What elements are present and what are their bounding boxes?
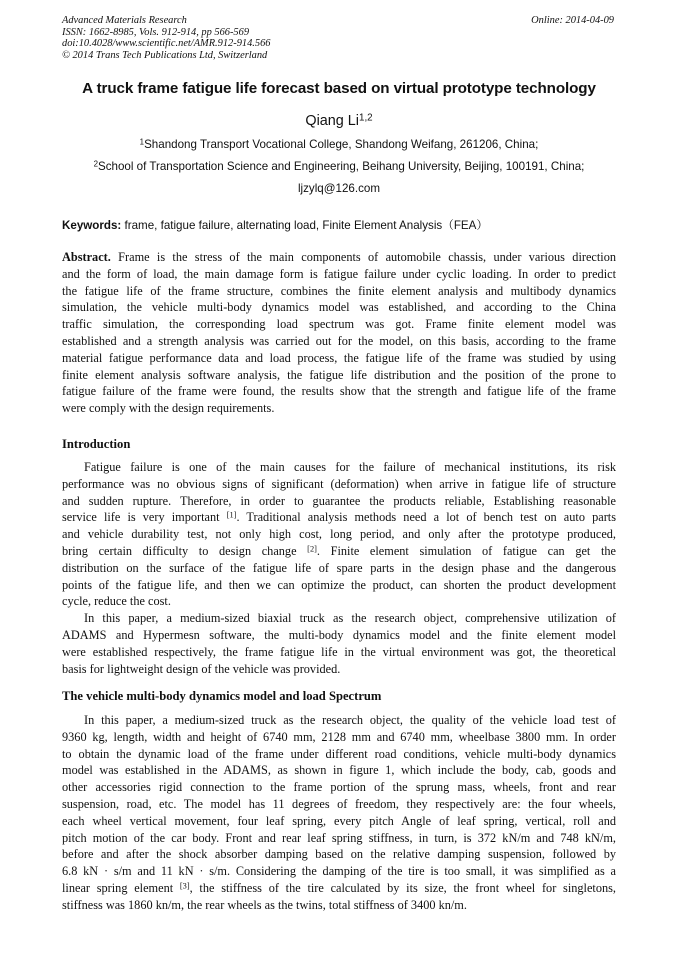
citation-ref-1[interactable]: [1] bbox=[226, 510, 237, 520]
intro-text: bring certain difficulty to design change bbox=[62, 543, 308, 558]
journal-header bbox=[62, 15, 270, 61]
abstract-line bbox=[62, 249, 616, 266]
abstract-line: were comply with the design requirements. bbox=[62, 401, 275, 416]
abstract-line: fatigue failure of the frame were found, the results show that the strength and fatigue life of the frame bbox=[62, 384, 616, 399]
intro-line: were established respectively, the frame fatigue life in the virtual environment was got, the theoretical bbox=[62, 644, 616, 659]
citation-ref-3[interactable]: [3] bbox=[179, 881, 190, 891]
affiliation-1 bbox=[0, 138, 678, 151]
affiliation-1-mark: 1 bbox=[139, 137, 145, 147]
intro-text: service life is very important bbox=[62, 510, 227, 525]
intro-line: cycle, reduce the cost. bbox=[62, 594, 171, 609]
intro-line bbox=[62, 509, 616, 526]
journal-name: Advanced Materials Research bbox=[62, 15, 187, 26]
issn: ISSN: 1662-8985, Vols. 912-914, pp 566-569 bbox=[62, 26, 250, 38]
abstract-line: the fatigue life of the frame structure, combines the finite element analysis and multibody dynamics bbox=[62, 283, 616, 298]
vehicle-text: , the stiffness of the tire calculated by its size, the front wheel for singletons, bbox=[189, 880, 616, 895]
affiliation-2-text: School of Transportation Science and Engineering, Beihang University, Beijing, 100191, China; bbox=[98, 160, 585, 173]
keywords-label: Keywords: bbox=[62, 219, 122, 232]
vehicle-line: 6.8 kN · s/m and 11 kN · s/m. Considering the damping of the tire is too small, it was simplified as a bbox=[62, 864, 616, 879]
copyright: © 2014 Trans Tech Publications Ltd, Switzerland bbox=[62, 49, 268, 61]
abstract bbox=[62, 249, 616, 417]
vehicle-line: 9360 kg, length, width and height of 6740 mm, 2128 mm and 6740 mm, wheelbase 3800 mm. In order bbox=[62, 729, 616, 744]
vehicle-line: before and after the shock absorber damping based on the relative damping suspension, followed by bbox=[62, 847, 616, 862]
abstract-label: Abstract. bbox=[62, 250, 111, 264]
intro-text: . Finite element simulation of fatigue can get the bbox=[316, 543, 616, 558]
intro-line: and sudden rupture. Therefore, in order to guarantee the products reliable, Establishing reasonable bbox=[62, 493, 616, 508]
online-date: Online: 2014-04-09 bbox=[531, 15, 614, 26]
vehicle-line: model was established in the ADAMS, as shown in figure 1, which include the body, cab, goods and bbox=[62, 763, 616, 778]
affiliation-2 bbox=[0, 160, 678, 173]
vehicle-section-body bbox=[62, 712, 616, 914]
intro-line: performance was no obvious signs of significant (deformation) when arrive in fatigue life of structure bbox=[62, 476, 616, 491]
doi[interactable]: doi:10.4028/www.scientific.net/AMR.912-914.566 bbox=[62, 38, 271, 50]
vehicle-line: each wheel vertical movement, four leaf spring, every pitch Angle of leaf spring, vertical, roll and bbox=[62, 813, 616, 828]
vehicle-section-heading: The vehicle multi-body dynamics model and load Spectrum bbox=[62, 689, 382, 703]
citation-ref-2[interactable]: [2] bbox=[307, 544, 317, 554]
affiliation-2-mark: 2 bbox=[93, 159, 98, 169]
intro-line: points of the fatigue life, and then we can optimize the product, can shorten the product development bbox=[62, 577, 616, 592]
paper-title: A truck frame fatigue life forecast based on virtual prototype technology bbox=[82, 80, 596, 97]
intro-line: and vehicle durability test, not only high cost, long period, and only after the prototype produced, bbox=[62, 527, 616, 542]
introduction-heading: Introduction bbox=[62, 437, 131, 451]
introduction-body bbox=[62, 459, 616, 677]
vehicle-line: In this paper, a medium-sized truck as the research object, the quality of the vehicle load test of bbox=[84, 713, 616, 727]
vehicle-text: linear spring element bbox=[62, 880, 180, 895]
intro-line: In this paper, a medium-sized biaxial truck as the research object, comprehensive utilization of bbox=[84, 611, 616, 626]
abstract-line: material fatigue performance data and load process, the fatigue life of the frame was studied by using bbox=[62, 350, 616, 365]
intro-line: distribution on the surface of the fatigue life of spare parts in the design phase and the dangerous bbox=[62, 560, 616, 575]
author-name: Qiang Li bbox=[305, 113, 359, 129]
intro-text: . Traditional analysis methods need a lot of bench test on auto parts bbox=[236, 510, 616, 525]
abstract-line: finite element analysis software analysis, the fatigue life distribution and the position of the prone to bbox=[62, 367, 616, 382]
author bbox=[0, 113, 678, 129]
author-affiliation-marks: 1,2 bbox=[359, 112, 373, 124]
intro-line: basis for lightweight design of the vehicle was provided. bbox=[62, 661, 341, 676]
author-email[interactable]: ljzylq@126.com bbox=[297, 182, 380, 195]
abstract-line: and the form of load, the main damage form is fatigue failure under cyclic loading. In order to predict bbox=[62, 266, 616, 281]
abstract-line: established and a strength analysis was carried out for the model, on this basis, according to the frame bbox=[62, 333, 616, 348]
keywords-text: frame, fatigue failure, alternating load, Finite Element Analysis（FEA） bbox=[124, 219, 488, 232]
vehicle-line: other accessories rigid connection to the frame portion of the sprung mass, wheels, front and rear bbox=[62, 780, 616, 795]
intro-line: Fatigue failure is one of the main causes for the failure of mechanical institutions, its risk bbox=[84, 460, 616, 474]
vehicle-line: pitch motion of the car body. Front and rear leaf spring stiffness, in turn, is 372 kN/m and 748 kN/m, bbox=[62, 830, 616, 845]
intro-line bbox=[62, 543, 616, 560]
intro-line: ADAMS and Hypermesn software, the multi-body dynamics model and the finite element model bbox=[62, 627, 616, 642]
abstract-text: Frame is the stress of the main components of automobile chassis, under various direction bbox=[118, 250, 616, 264]
vehicle-line: to obtain the dynamic load of the frame under different road conditions, vehicle multi-body dynamics bbox=[62, 746, 616, 761]
vehicle-line bbox=[62, 880, 616, 897]
keywords bbox=[62, 217, 488, 233]
vehicle-line: stiffness was 1860 kn/m, the rear wheels as the twins, total stiffness of 3400 kn/m. bbox=[62, 897, 467, 912]
abstract-line: simulation, the vehicle multi-body dynamics model was established, and according to the China bbox=[62, 300, 616, 315]
affiliation-1-text: Shandong Transport Vocational College, Shandong Weifang, 261206, China; bbox=[144, 138, 539, 151]
vehicle-line: suspension, road, etc. The model has 11 degrees of freedom, they respectively are: the four wheels, bbox=[62, 796, 616, 811]
abstract-line: traffic simulation, the corresponding load spectrum was got. Frame finite element model was bbox=[62, 317, 616, 332]
